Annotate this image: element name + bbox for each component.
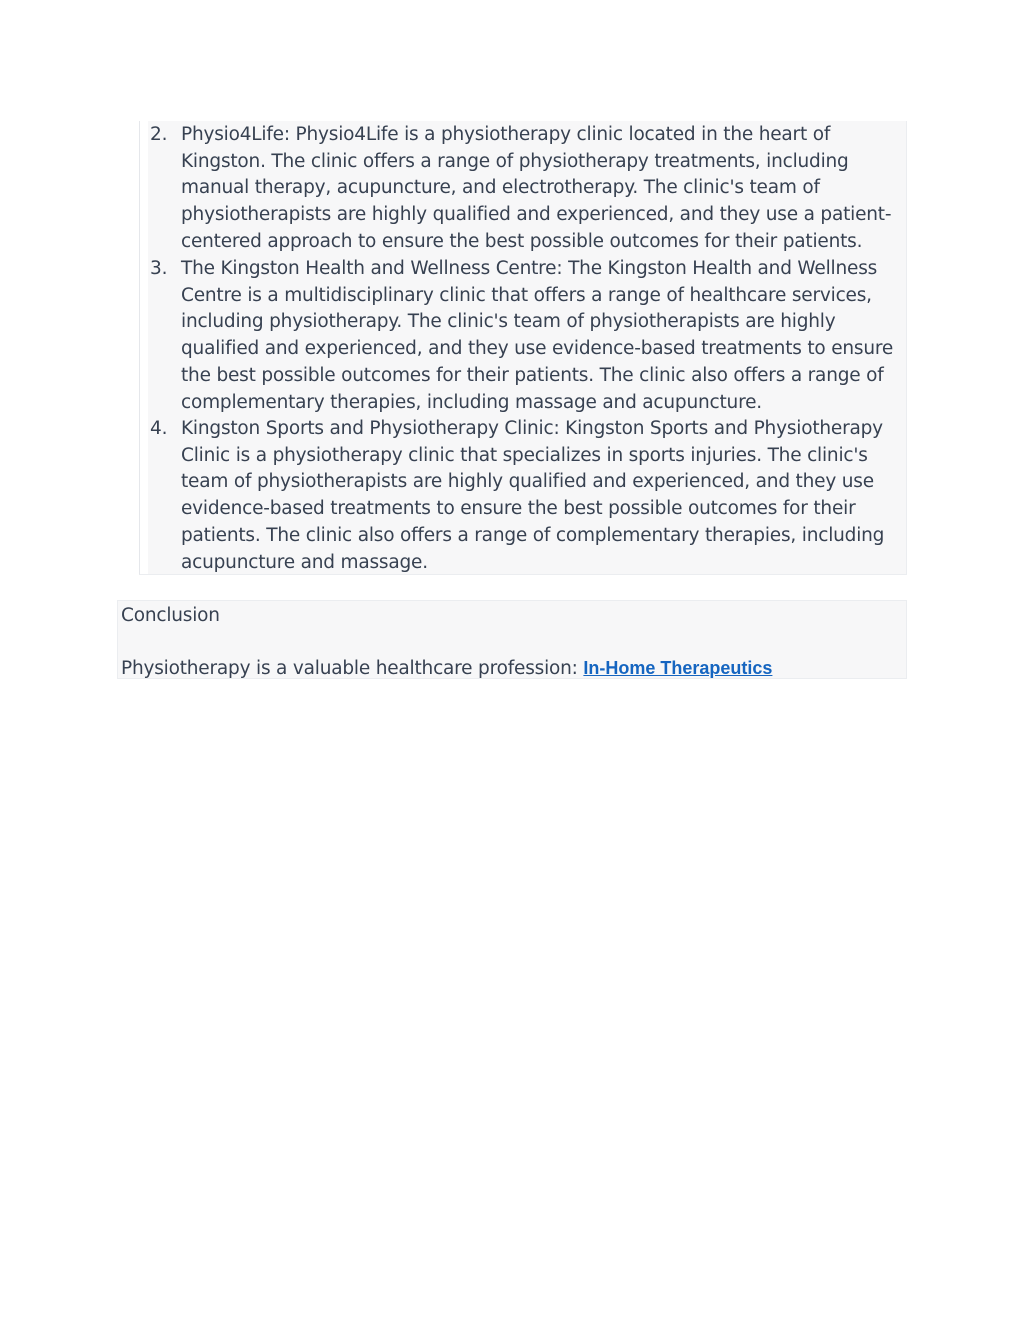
- list-item-number: 4.: [150, 418, 168, 439]
- list-item-number: 3.: [150, 258, 168, 279]
- conclusion-section: [117, 600, 907, 679]
- in-home-therapeutics-link[interactable]: In-Home Therapeutics: [583, 658, 773, 678]
- conclusion-paragraph: [121, 656, 772, 681]
- conclusion-heading: Conclusion: [121, 605, 220, 626]
- list-item-number: 2.: [150, 124, 168, 145]
- list-item-text: Kingston Sports and Physiotherapy Clinic: Kingston Sports and Physiotherapy Clinic is a physiotherapy clinic that specializes in sports injuries. The clinic's team of physiotherapists are highly qualified and experienced, and they use evidence-based treatments to ensure the best possible outcomes for their patients. The clinic also offers a range of complementary therapies, including acupuncture and massage.: [181, 418, 885, 573]
- list-item-text: Physio4Life: Physio4Life is a physiotherapy clinic located in the heart of Kingston. The clinic offers a range of physiotherapy treatments, including manual therapy, acupuncture, and electrotherapy. The clinic's team of physiotherapists are highly qualified and experienced, and they use a patient-centered approach to ensure the best possible outcomes for their patients.: [181, 124, 892, 252]
- conclusion-text: Physiotherapy is a valuable healthcare profession:: [121, 658, 584, 679]
- list-item-text: The Kingston Health and Wellness Centre: The Kingston Health and Wellness Centre is a multidisciplinary clinic that offers a range of healthcare services, including physiotherapy. The clinic's team of physiotherapists are highly qualified and experienced, and they use evidence-based treatments to ensure the best possible outcomes for their patients. The clinic also offers a range of complementary therapies, including massage and acupuncture.: [181, 258, 894, 413]
- clinic-list: [139, 121, 907, 575]
- clinic-list-panel: [148, 121, 906, 574]
